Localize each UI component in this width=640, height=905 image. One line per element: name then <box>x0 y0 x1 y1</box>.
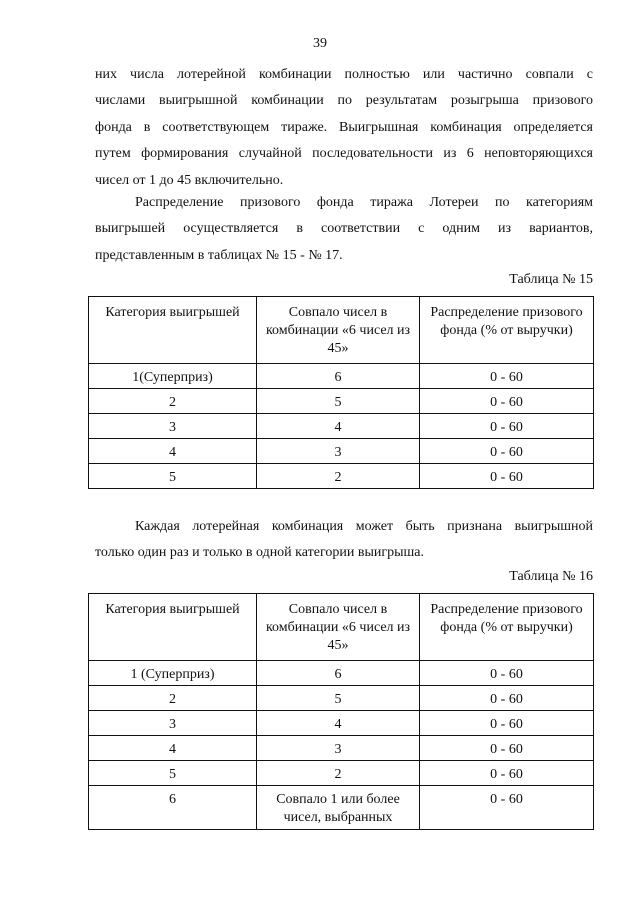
cell-matched: 2 <box>257 761 420 786</box>
cell-category: 5 <box>89 761 257 786</box>
table-15-caption: Таблица № 15 <box>509 272 593 287</box>
cell-category: 3 <box>89 414 257 439</box>
cell-category: 4 <box>89 736 257 761</box>
header-distribution: Распределение призового фонда (% от выручки) <box>420 297 594 364</box>
text-line: только один раз и только в одной категории выигрыша. <box>95 545 424 561</box>
text-line: чисел от 1 до 45 включительно. <box>95 172 284 188</box>
cell-matched: 6 <box>257 364 420 389</box>
table-row <box>89 711 594 736</box>
table-row <box>89 786 594 830</box>
header-distribution: Распределение призового фонда (% от выручки) <box>420 594 594 661</box>
table-row <box>89 439 594 464</box>
cell-matched: 4 <box>257 414 420 439</box>
cell-matched: 5 <box>257 686 420 711</box>
table-header-row <box>89 594 594 661</box>
table-16 <box>88 593 594 830</box>
table-row <box>89 414 594 439</box>
text-line: представленным в таблицах № 15 - № 17. <box>95 247 343 263</box>
cell-category: 1(Суперприз) <box>89 364 257 389</box>
header-category: Категория выигрышей <box>89 594 257 661</box>
cell-distribution: 0 - 60 <box>420 661 594 686</box>
table-row <box>89 736 594 761</box>
header-matched: Совпало чисел в комбинации «6 чисел из 45» <box>257 297 420 364</box>
text-line: выигрышей осуществляется в соответствии с одним из вариантов, <box>95 221 593 237</box>
header-category: Категория выигрышей <box>89 297 257 364</box>
cell-distribution: 0 - 60 <box>420 464 594 489</box>
cell-category: 5 <box>89 464 257 489</box>
cell-category: 3 <box>89 711 257 736</box>
cell-matched: 5 <box>257 389 420 414</box>
cell-category: 4 <box>89 439 257 464</box>
text-line: Распределение призового фонда тиража Лотереи по категориям <box>135 195 593 210</box>
cell-matched: 3 <box>257 736 420 761</box>
cell-distribution: 0 - 60 <box>420 439 594 464</box>
cell-distribution: 0 - 60 <box>420 736 594 761</box>
table-row <box>89 661 594 686</box>
cell-matched: Совпало 1 или более чисел, выбранных <box>257 786 420 830</box>
cell-distribution: 0 - 60 <box>420 414 594 439</box>
page-number: 39 <box>313 36 327 51</box>
table-row <box>89 761 594 786</box>
cell-matched: 6 <box>257 661 420 686</box>
cell-matched: 2 <box>257 464 420 489</box>
cell-distribution: 0 - 60 <box>420 686 594 711</box>
cell-category: 6 <box>89 786 257 830</box>
cell-matched: 4 <box>257 711 420 736</box>
cell-matched: 3 <box>257 439 420 464</box>
table-15 <box>88 296 594 489</box>
table-row <box>89 364 594 389</box>
table-16-caption: Таблица № 16 <box>509 569 593 584</box>
table-header-row <box>89 297 594 364</box>
cell-category: 2 <box>89 686 257 711</box>
table-row <box>89 389 594 414</box>
cell-category: 1 (Суперприз) <box>89 661 257 686</box>
paragraph-once-only <box>95 514 593 567</box>
cell-distribution: 0 - 60 <box>420 711 594 736</box>
text-line: числами выигрышной комбинации по результатам розыгрыша призового <box>95 93 593 109</box>
table-row <box>89 686 594 711</box>
table-row <box>89 464 594 489</box>
text-line: Каждая лотерейная комбинация может быть признана выигрышной <box>135 519 593 534</box>
cell-distribution: 0 - 60 <box>420 761 594 786</box>
header-matched: Совпало чисел в комбинации «6 чисел из 45» <box>257 594 420 661</box>
text-line: них числа лотерейной комбинации полностью или частично совпали с <box>95 67 593 82</box>
cell-distribution: 0 - 60 <box>420 786 594 830</box>
cell-distribution: 0 - 60 <box>420 389 594 414</box>
text-line: путем формирования случайной последовательности из 6 неповторяющихся <box>95 146 593 162</box>
paragraph-continuation <box>95 62 593 194</box>
cell-distribution: 0 - 60 <box>420 364 594 389</box>
cell-category: 2 <box>89 389 257 414</box>
paragraph-distribution <box>95 190 593 269</box>
text-line: фонда в соответствующем тираже. Выигрышная комбинация определяется <box>95 119 593 135</box>
